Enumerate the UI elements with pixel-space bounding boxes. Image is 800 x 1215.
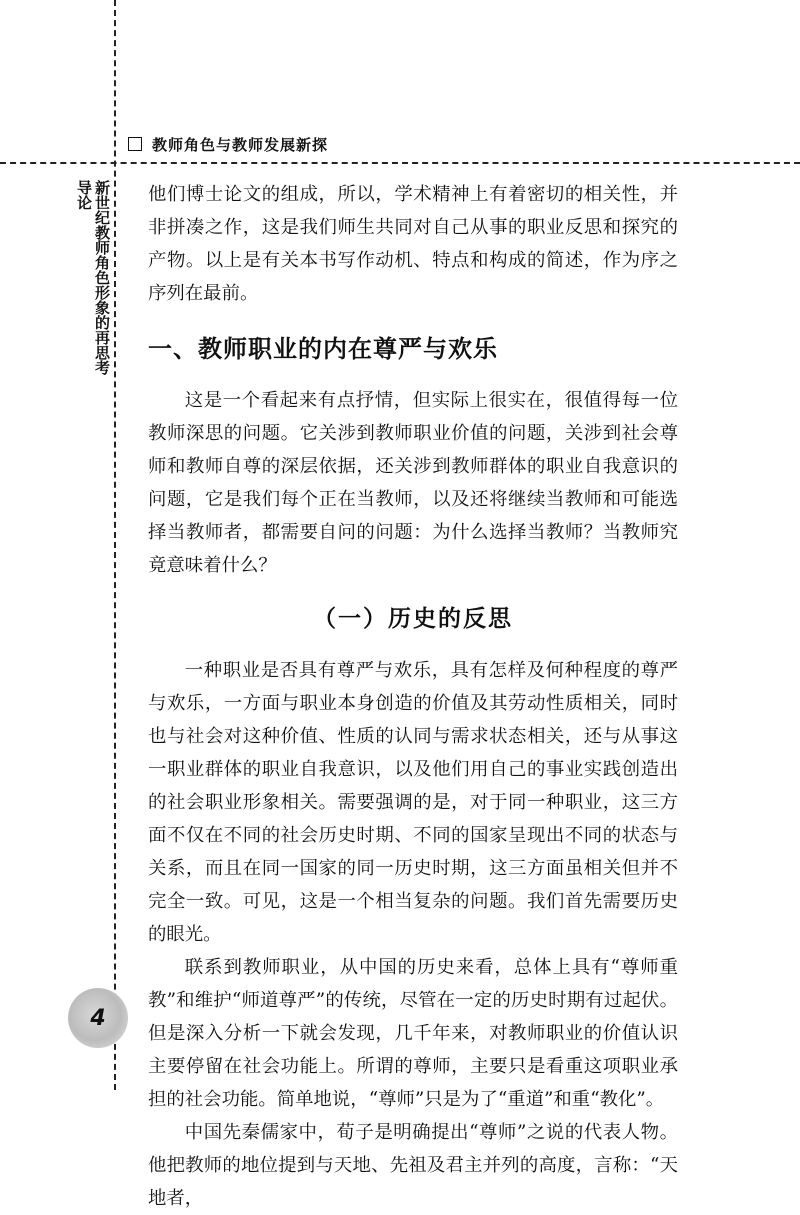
- header-dashed-line: [0, 162, 800, 164]
- paragraph-4: 中国先秦儒家中，荀子是明确提出“尊师”之说的代表人物。他把教师的地位提到与天地、先祖及君主并列的高度，言称：“天地者，: [148, 1122, 678, 1209]
- page-body: [148, 178, 678, 1215]
- side-label-part2: 新世纪教师角色形象的再思考: [93, 180, 111, 375]
- paragraph-1: 这是一个看起来有点抒情，但实际上很实在，很值得每一位教师深思的问题。它关涉到教师职业价值的问题，关涉到社会尊师和教师自尊的深层依据，还关涉到教师群体的职业自我意识的问题，它是我们每个正在当教师，以及还将继续当教师和可能选择当教师者，都需要自问的问题：为什么选择当教师？当教师究竟意味着什么？: [148, 390, 678, 576]
- running-header: [128, 132, 328, 156]
- paragraph-3: 联系到教师职业，从中国的历史来看，总体上具有“尊师重教”和维护“师道尊严”的传统，尽管在一定的历史时期有过起伏。但是深入分析一下就会发现，几千年来，对教师职业的价值认识主要停留在社会功能上。所谓的尊师，主要只是看重这项职业承担的社会功能。简单地说，“尊师”只是为了“重道”和重“教化”。: [148, 957, 678, 1110]
- header-square-icon: [128, 137, 142, 151]
- section-heading: 一、教师职业的内在尊严与欢乐: [148, 335, 498, 363]
- subsection-heading: （一）历史的反思: [313, 605, 513, 632]
- side-chapter-label: [76, 180, 110, 375]
- paragraph-2: 一种职业是否具有尊严与欢乐，具有怎样及何种程度的尊严与欢乐，一方面与职业本身创造的价值及其劳动性质相关，同时也与社会对这种价值、性质的认同与需求状态相关，还与从事这一职业群体的职业自我意识，以及他们用自己的事业实践创造出的社会职业形象相关。需要强调的是，对于同一种职业，这三方面不仅在不同的社会历史时期、不同的国家呈现出不同的状态与关系，而且在同一国家的同一历史时期，这三方面虽相关但并不完全一致。可见，这是一个相当复杂的问题。我们首先需要历史的眼光。: [148, 660, 678, 945]
- side-label-part1: 导论: [75, 180, 93, 210]
- paragraph-intro: 他们博士论文的组成，所以，学术精神上有着密切的相关性，并非拼凑之作，这是我们师生共同对自己从事的职业反思和探究的产物。以上是有关本书写作动机、特点和构成的简述，作为序之序列在最前。: [148, 184, 678, 304]
- page-number-badge: [68, 988, 128, 1048]
- header-title: 教师角色与教师发展新探: [152, 135, 329, 154]
- page-number: 4: [90, 1005, 106, 1031]
